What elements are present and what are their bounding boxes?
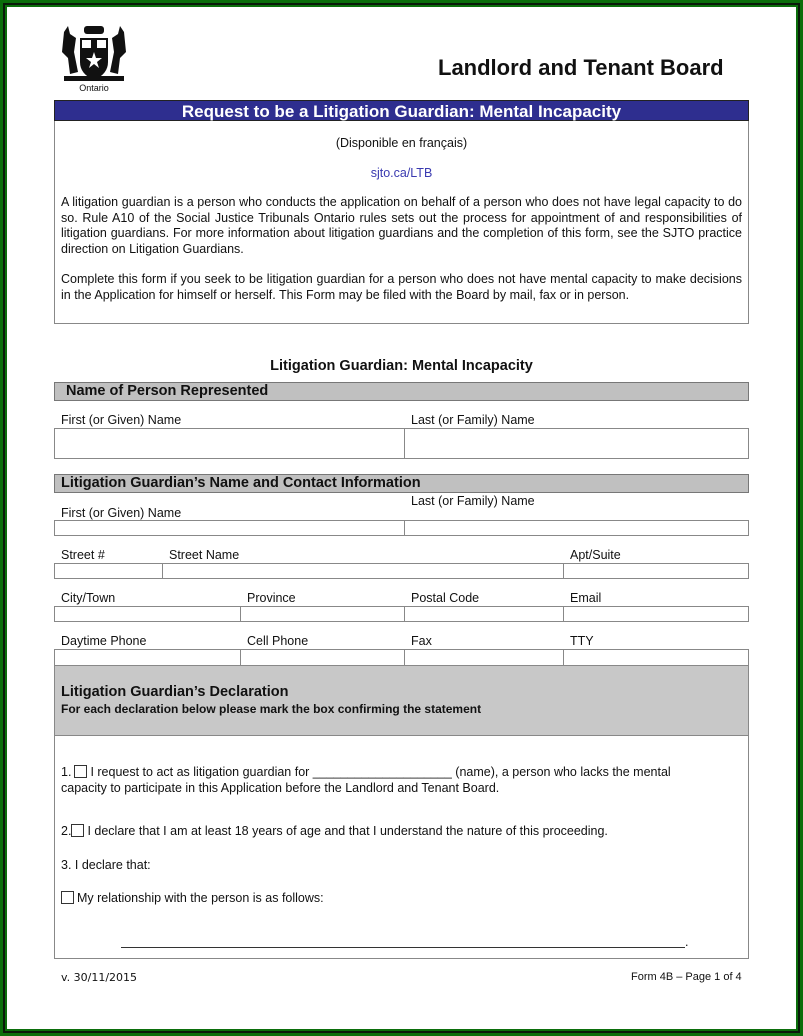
- intro-paragraph-1: A litigation guardian is a person who conducts the application on behalf of a person who does not have legal capacity to do so. Rule A10 of the Social Justice Tribunals Ontario rules sets out the process for appointment of and responsibilities of litigation guardians. For more information about litigation guardians and the completion of this form, see the SJTO practice direction on Litigation Guardians.: [61, 195, 742, 256]
- apt-suite-field[interactable]: [563, 563, 749, 579]
- email-field[interactable]: [563, 606, 749, 622]
- declaration-heading: Litigation Guardian’s Declaration: [61, 684, 289, 700]
- cell-phone-label: Cell Phone: [247, 634, 309, 648]
- item-2-text: I declare that I am at least 18 years of age and that I understand the nature of this proceeding.: [87, 824, 608, 838]
- sjto-link-text[interactable]: sjto.ca/LTB: [370, 166, 433, 180]
- guardian-last-name-label: Last (or Family) Name: [411, 494, 535, 508]
- item-2-checkbox[interactable]: [71, 824, 84, 837]
- guardian-first-name-label: First (or Given) Name: [61, 506, 182, 520]
- item-1-number: 1.: [61, 765, 72, 779]
- footer-page-number: Form 4B – Page 1 of 4: [631, 971, 742, 983]
- intro-paragraph-2: Complete this form if you seek to be litigation guardian for a person who does not have mental capacity to make decisions in the Application for himself or herself. This Form may be filed with the Board by mail, fax or in person.: [61, 272, 742, 302]
- declaration-subheading: For each declaration below please mark the box confirming the statement: [61, 702, 482, 716]
- declaration-item-3: 3. I declare that:: [61, 858, 151, 872]
- person-last-name-field[interactable]: [404, 428, 749, 459]
- person-first-name-label: First (or Given) Name: [61, 413, 182, 427]
- declaration-box: [54, 665, 749, 959]
- street-number-field[interactable]: [54, 563, 163, 579]
- declaration-item-1: [61, 765, 671, 796]
- postal-code-field[interactable]: [404, 606, 564, 622]
- daytime-phone-field[interactable]: [54, 649, 241, 666]
- apt-suite-label: Apt/Suite: [570, 548, 621, 562]
- guardian-contact-heading: Litigation Guardian’s Name and Contact Information: [54, 474, 749, 493]
- tty-field[interactable]: [563, 649, 749, 666]
- declaration-header: [55, 666, 748, 736]
- footer-version: v. 30/11/2015: [61, 971, 138, 984]
- province-field[interactable]: [240, 606, 405, 622]
- relationship-blank-line[interactable]: [121, 947, 685, 948]
- declaration-item-2: [61, 824, 608, 840]
- city-label: City/Town: [61, 591, 116, 605]
- street-name-field[interactable]: [162, 563, 564, 579]
- person-last-name-label: Last (or Family) Name: [411, 413, 535, 427]
- board-title: Landlord and Tenant Board: [438, 55, 724, 80]
- guardian-first-name-field[interactable]: [54, 520, 405, 536]
- form-title-banner: Request to be a Litigation Guardian: Mental Incapacity: [54, 100, 749, 121]
- guardian-last-name-field[interactable]: [404, 520, 749, 536]
- sjto-link[interactable]: [55, 166, 748, 180]
- person-represented-heading: Name of Person Represented: [54, 382, 749, 401]
- item-1-checkbox[interactable]: [74, 765, 87, 778]
- logo-label: Ontario: [79, 83, 109, 93]
- french-availability: (Disponible en français): [335, 136, 468, 150]
- cell-phone-field[interactable]: [240, 649, 405, 666]
- person-first-name-field[interactable]: [54, 428, 405, 459]
- fax-label: Fax: [411, 634, 432, 648]
- item-1-text: I request to act as litigation guardian for ____________________ (name), a person who lacks the mental: [90, 765, 671, 779]
- province-label: Province: [247, 591, 296, 605]
- item-3a-checkbox[interactable]: [61, 891, 74, 904]
- item-2-number: 2.: [61, 824, 72, 838]
- street-number-label: Street #: [61, 548, 105, 562]
- item-3a-text: My relationship with the person is as follows:: [77, 891, 324, 905]
- email-label: Email: [570, 591, 602, 605]
- daytime-phone-label: Daytime Phone: [61, 634, 147, 648]
- relationship-period: .: [685, 935, 689, 949]
- declaration-item-3a: [61, 891, 324, 907]
- item-1-continuation: capacity to participate in this Application before the Landlord and Tenant Board.: [61, 780, 500, 795]
- section-title: Litigation Guardian: Mental Incapacity: [270, 358, 533, 374]
- tty-label: TTY: [570, 634, 594, 648]
- intro-box: [54, 121, 749, 324]
- postal-code-label: Postal Code: [411, 591, 480, 605]
- city-field[interactable]: [54, 606, 241, 622]
- street-name-label: Street Name: [169, 548, 240, 562]
- fax-field[interactable]: [404, 649, 564, 666]
